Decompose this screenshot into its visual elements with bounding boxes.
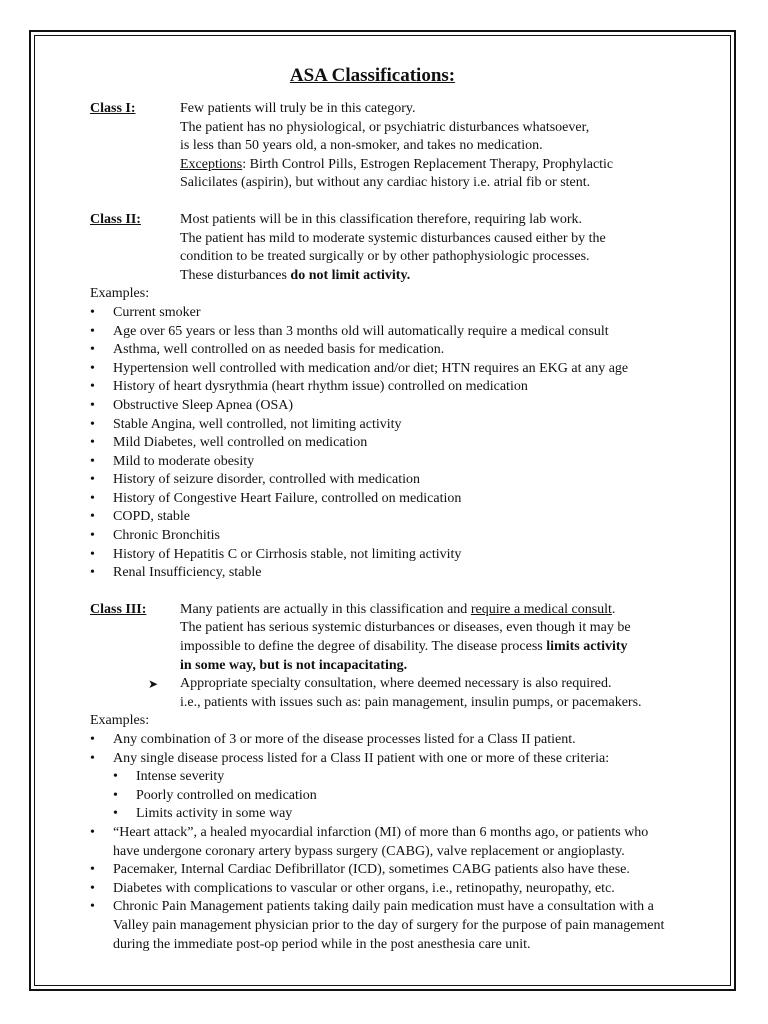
class-2-line — [180, 267, 690, 286]
list-item: • Current smoker — [90, 304, 690, 323]
class-1-section — [90, 100, 690, 193]
class-3-examples-list — [90, 731, 690, 768]
document-body — [90, 64, 690, 954]
class-3-more-examples-list — [90, 824, 675, 954]
class-3-line: The patient has serious systemic disturbances or diseases, even though it may be — [180, 620, 631, 636]
list-item: • Mild to moderate obesity — [90, 453, 690, 472]
list-item: • Hypertension well controlled with medication and/or diet; HTN requires an EKG at any age — [90, 360, 690, 379]
list-item: • Intense severity — [90, 768, 690, 787]
class-3-note-line: Appropriate specialty consultation, where deemed necessary is also required. — [180, 676, 612, 692]
list-item: • COPD, stable — [90, 508, 690, 527]
class-1-line: Salicilates (aspirin), but without any cardiac history i.e. atrial fib or stent. — [180, 175, 591, 191]
exceptions-label: Exceptions — [180, 156, 243, 172]
class-2-line: condition to be treated surgically or by other pathophysiologic processes. — [180, 249, 590, 265]
class-3-bold-line: in some way, but is not incapacitating. — [180, 657, 408, 673]
class-2-label: Class II: — [90, 211, 141, 227]
medical-consult-underline: require a medical consult — [470, 601, 612, 617]
list-item: • Obstructive Sleep Apnea (OSA) — [90, 397, 690, 416]
class-3-note-line: i.e., patients with issues such as: pain management, insulin pumps, or pacemakers. — [180, 694, 642, 710]
class-3-line — [180, 601, 690, 620]
class-3-text: . — [611, 601, 616, 617]
list-item: • Age over 65 years or less than 3 months old will automatically require a medical consult — [90, 323, 690, 342]
class-3-line — [180, 638, 690, 657]
arrow-bullet-icon: ➤ — [148, 677, 159, 692]
class-3-examples-label: Examples: — [90, 713, 150, 729]
class-3-label: Class III: — [90, 601, 147, 617]
class-1-line: The patient has no physiological, or psychiatric disturbances whatsoever, — [180, 119, 590, 135]
list-item: • “Heart attack”, a healed myocardial infarction (MI) of more than 6 months ago, or patients who have undergone coronary artery bypass surgery (CABG), valve replacement or angioplasty. — [90, 824, 675, 861]
class-2-text: These disturbances — [180, 267, 291, 283]
class-1-label: Class I: — [90, 101, 136, 116]
list-item: • History of Hepatitis C or Cirrhosis stable, not limiting activity — [90, 546, 690, 565]
list-item: • Pacemaker, Internal Cardiac Defibrillator (ICD), sometimes CABG patients also have these. — [90, 861, 675, 880]
list-item: • Chronic Pain Management patients taking daily pain medication must have a consultation with a Valley pain management physician prior to the day of surgery for the purpose of pain management during the immediate post-op period while in the post anesthesia care unit. — [90, 898, 675, 954]
class-2-examples-list — [90, 304, 690, 583]
list-item: • Stable Angina, well controlled, not limiting activity — [90, 416, 690, 435]
class-2-bold-text: do not limit activity. — [290, 267, 411, 283]
list-item: • Any combination of 3 or more of the disease processes listed for a Class II patient. — [90, 731, 690, 750]
class-2-section — [90, 211, 690, 285]
class-3-note — [90, 675, 690, 712]
class-3-text: impossible to define the degree of disability. The disease process — [180, 639, 547, 655]
list-item: • Limits activity in some way — [90, 805, 690, 824]
class-2-line: Most patients will be in this classification therefore, requiring lab work. — [180, 211, 583, 227]
list-item: • History of Congestive Heart Failure, controlled on medication — [90, 490, 690, 509]
class-3-section — [90, 601, 690, 675]
class-1-line: is less than 50 years old, a non-smoker, and takes no medication. — [180, 138, 543, 154]
class-2-line: The patient has mild to moderate systemic disturbances caused either by the — [180, 230, 606, 246]
class-3-sub-list — [90, 768, 690, 824]
exceptions-text: : Birth Control Pills, Estrogen Replacement Therapy, Prophylactic — [242, 156, 614, 172]
list-item: • History of heart dysrythmia (heart rhythm issue) controlled on medication — [90, 378, 690, 397]
list-item: • Mild Diabetes, well controlled on medication — [90, 434, 690, 453]
class-3-bold-text: limits activity — [546, 639, 628, 655]
list-item: • Poorly controlled on medication — [90, 787, 690, 806]
list-item: • History of seizure disorder, controlled with medication — [90, 471, 690, 490]
class-1-line: Few patients will truly be in this category. — [180, 101, 416, 116]
page-title: ASA Classifications: — [289, 65, 456, 86]
list-item: • Renal Insufficiency, stable — [90, 564, 690, 583]
list-item: • Asthma, well controlled on as needed basis for medication. — [90, 341, 690, 360]
class-2-examples-label: Examples: — [90, 286, 150, 302]
list-item: • Diabetes with complications to vascular or other organs, i.e., retinopathy, neuropathy, etc. — [90, 880, 675, 899]
class-3-text: Many patients are actually in this classification and — [180, 601, 471, 617]
class-1-exceptions — [180, 156, 690, 175]
list-item: • Any single disease process listed for a Class II patient with one or more of these criteria: — [90, 750, 690, 769]
list-item: • Chronic Bronchitis — [90, 527, 690, 546]
